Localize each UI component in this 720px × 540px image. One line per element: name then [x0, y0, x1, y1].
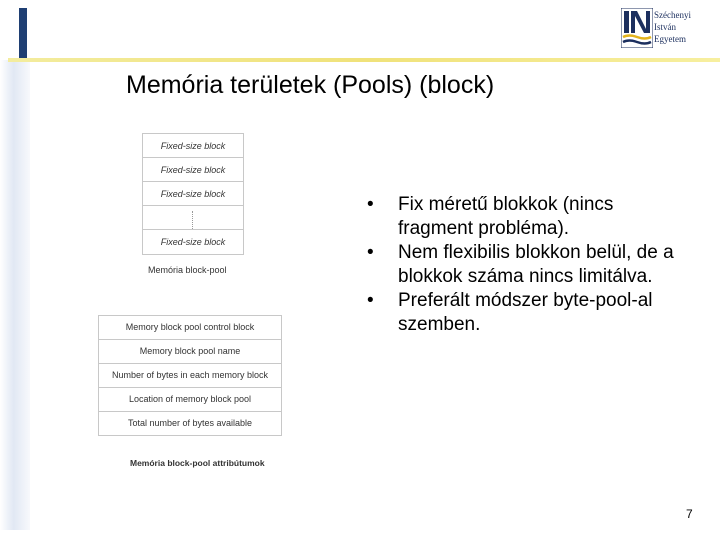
slide-title: Memória területek (Pools) (block)	[126, 71, 495, 99]
logo-line-3: Egyetem	[654, 34, 686, 44]
bullet-item	[367, 241, 687, 289]
attribute-row: Total number of bytes available	[98, 411, 282, 436]
pool-attributes-table	[98, 315, 282, 436]
left-decorative-gradient	[0, 60, 30, 530]
bullet-text: Nem flexibilis blokkon belül, de a blokkok száma nincs limitálva.	[398, 242, 674, 287]
block-pool-row: Fixed-size block	[142, 133, 244, 158]
logo-text	[654, 9, 691, 45]
block-pool-row: Fixed-size block	[142, 181, 244, 206]
bullet-list	[367, 193, 687, 337]
block-pool-row: Fixed-size block	[142, 229, 244, 255]
university-logo-icon	[621, 8, 653, 48]
attributes-caption: Memória block-pool attribútumok	[130, 458, 265, 468]
logo-line-1: Széchenyi	[654, 10, 691, 20]
bullet-text: Preferált módszer byte-pool-al szemben.	[398, 290, 653, 335]
bullet-marker: •	[367, 242, 374, 263]
bullet-text: Fix méretű blokkok (nincs fragment probléma).	[398, 194, 614, 239]
attribute-row: Memory block pool control block	[98, 315, 282, 339]
bullet-marker: •	[367, 290, 374, 311]
left-accent-bar	[19, 8, 27, 60]
attribute-row: Location of memory block pool	[98, 387, 282, 411]
logo-line-2: István	[654, 22, 676, 32]
bullet-item	[367, 193, 687, 241]
bullet-marker: •	[367, 194, 374, 215]
attribute-row: Memory block pool name	[98, 339, 282, 363]
block-pool-caption: Memória block-pool	[148, 265, 227, 275]
vertical-ellipsis-icon	[192, 211, 194, 231]
attribute-row: Number of bytes in each memory block	[98, 363, 282, 387]
block-pool-diagram	[142, 133, 244, 257]
page-number: 7	[686, 507, 693, 521]
header-rule	[8, 58, 720, 62]
bullet-item	[367, 289, 687, 337]
block-pool-row: Fixed-size block	[142, 157, 244, 182]
